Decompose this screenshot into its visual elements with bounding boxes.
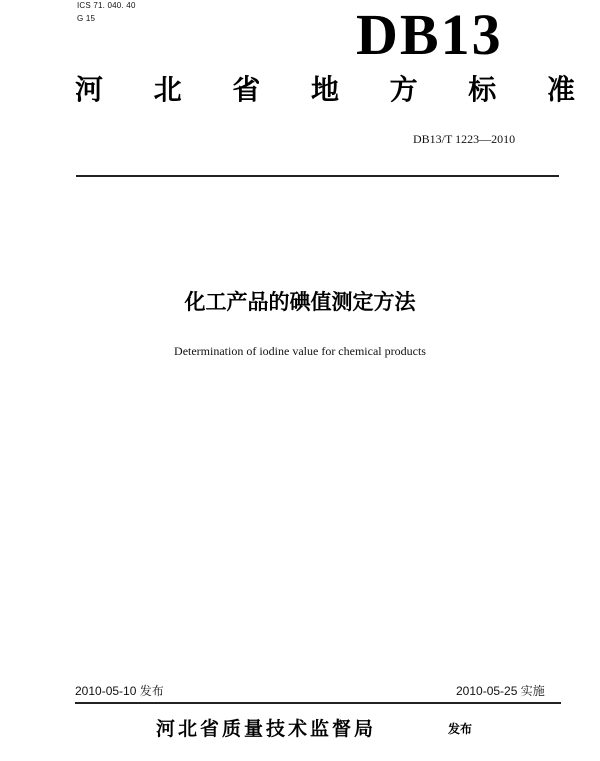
standard-type-char: 标 — [468, 73, 497, 106]
standard-type-char: 北 — [153, 73, 182, 106]
publish-label: 发布 — [448, 722, 473, 736]
publish-date: 2010-05-10 发布 — [75, 684, 164, 698]
standard-type-char: 准 — [546, 73, 575, 106]
document-title-english: Determination of iodine value for chemical products — [174, 344, 426, 358]
bottom-divider — [75, 702, 561, 704]
standard-type-char: 地 — [310, 73, 339, 106]
standard-type-char: 省 — [232, 73, 261, 106]
standard-type-char: 方 — [389, 73, 418, 106]
top-divider — [76, 175, 559, 177]
standard-type-char: 河 — [75, 73, 104, 106]
document-title-chinese: 化工产品的碘值测定方法 — [184, 290, 416, 314]
db13-logo: DB13 — [356, 2, 503, 67]
standard-number: DB13/T 1223—2010 — [413, 132, 516, 146]
standard-type-title — [75, 72, 575, 108]
ics-code: ICS 71. 040. 40 — [77, 1, 136, 10]
implementation-date: 2010-05-25 实施 — [456, 684, 545, 698]
ccs-code: G 15 — [77, 14, 96, 23]
publisher-name: 河北省质量技术监督局 — [156, 718, 377, 740]
